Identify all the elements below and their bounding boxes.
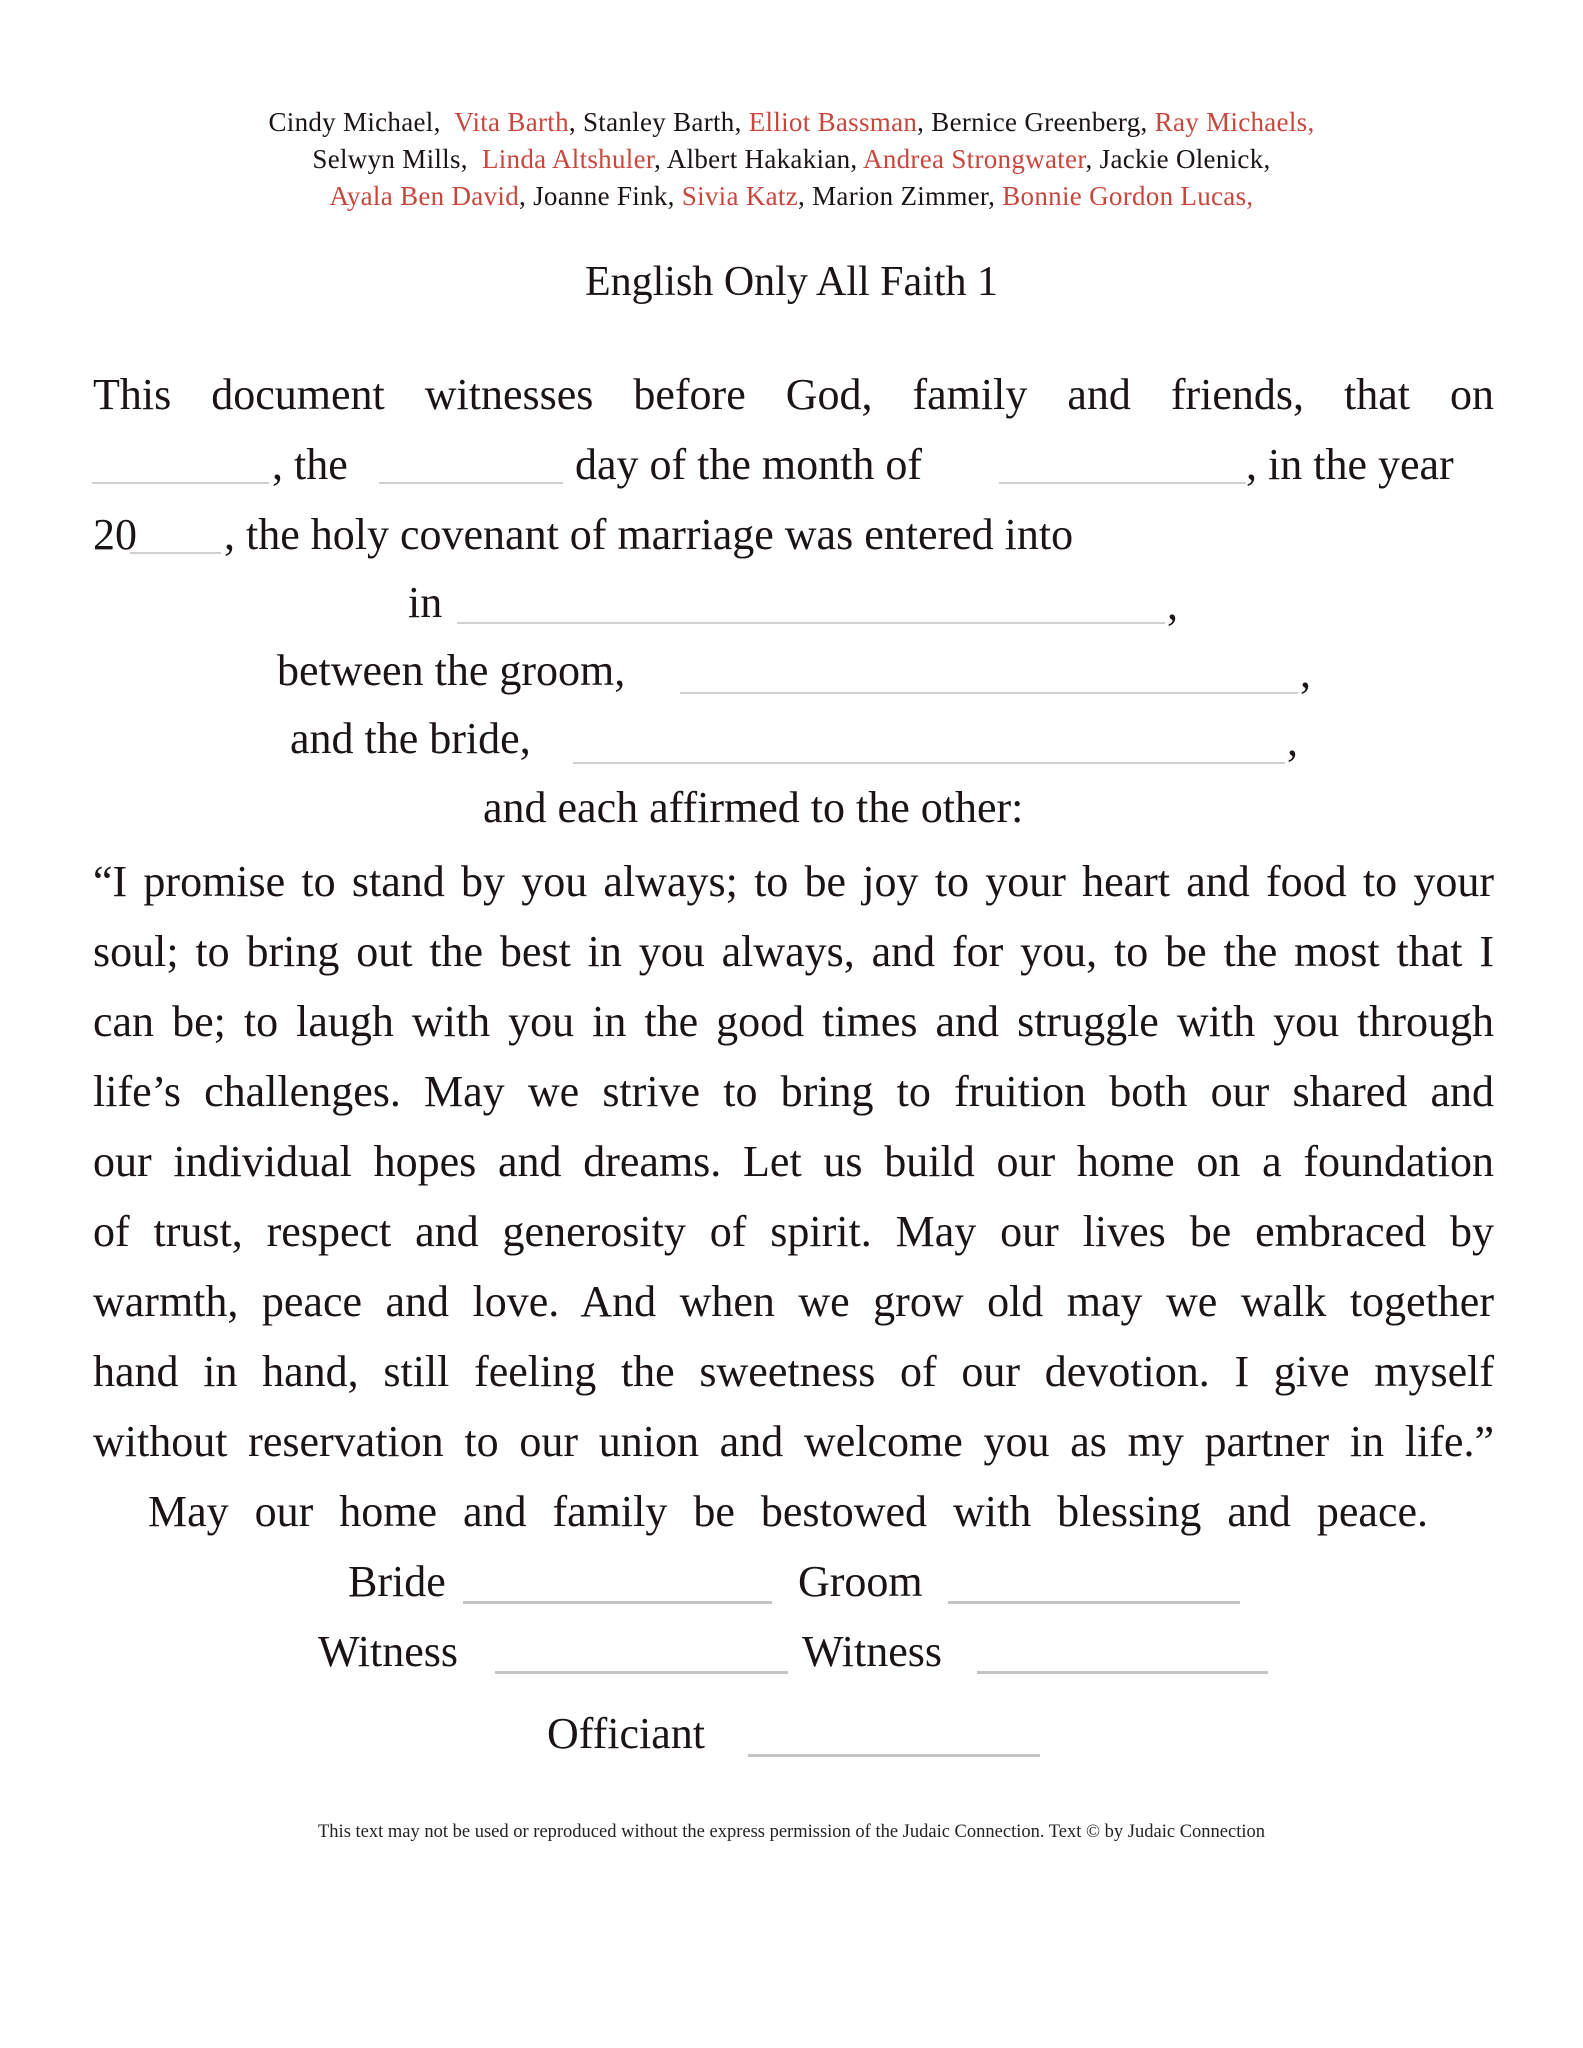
contributors-line-2: Selwyn Mills, Linda Altshuler, Albert Hakakian, Andrea Strongwater, Jackie Olenick, bbox=[312, 144, 1271, 174]
vow-line: soul; to bring out the best in you always, and for you, to be the most that I bbox=[93, 927, 1494, 976]
contributor-name: Sivia Katz bbox=[681, 181, 798, 211]
officiant-signature-line[interactable] bbox=[748, 1754, 1040, 1757]
witness2-signature-label: Witness bbox=[802, 1627, 942, 1676]
groom-signature-line[interactable] bbox=[948, 1601, 1240, 1604]
groom-signature-label: Groom bbox=[798, 1557, 923, 1606]
contributor-name: Bonnie Gordon Lucas bbox=[1002, 181, 1247, 211]
bride-name-blank[interactable] bbox=[573, 762, 1285, 764]
intro-covenant-text: , the holy covenant of marriage was entered into bbox=[224, 510, 1074, 559]
intro-line-1: This document witnesses before God, family and friends, that on bbox=[93, 370, 1494, 419]
bride-comma: , bbox=[1287, 716, 1298, 765]
contributor-name: Bernice Greenberg bbox=[931, 107, 1141, 137]
year-prefix: 20 bbox=[93, 510, 137, 559]
vow-line: life’s challenges. May we strive to bring to fruition both our shared and bbox=[93, 1067, 1494, 1116]
document-title: English Only All Faith 1 bbox=[584, 259, 999, 305]
contributor-name: Jackie Olenick bbox=[1099, 144, 1264, 174]
contributors-line-1: Cindy Michael, Vita Barth, Stanley Barth, Elliot Bassman, Bernice Greenberg, Ray Michaels, bbox=[268, 107, 1315, 137]
contributor-name: Joanne Fink bbox=[533, 181, 668, 211]
vow-line: can be; to laugh with you in the good times and struggle with you through bbox=[93, 997, 1494, 1046]
contributor-name: Albert Hakakian bbox=[666, 144, 851, 174]
contributor-name: Linda Altshuler bbox=[481, 144, 655, 174]
intro-month-label: day of the month of bbox=[575, 440, 923, 489]
contributor-name: Stanley Barth bbox=[582, 107, 735, 137]
day-blank[interactable] bbox=[379, 482, 563, 484]
contributors-credits bbox=[0, 104, 1583, 215]
weekday-blank[interactable] bbox=[92, 482, 269, 484]
place-blank[interactable] bbox=[457, 622, 1165, 624]
vow-line: without reservation to our union and welcome you as my partner in life.” bbox=[93, 1417, 1494, 1466]
vow-line: of trust, respect and generosity of spirit. May our lives be embraced by bbox=[93, 1207, 1494, 1256]
place-comma: , bbox=[1167, 580, 1178, 629]
contributor-name: Elliot Bassman bbox=[748, 107, 918, 137]
officiant-signature-label: Officiant bbox=[547, 1709, 706, 1758]
copyright-notice: This text may not be used or reproduced without the express permission of the Judaic Connection. Text © by Judaic Connection bbox=[318, 1822, 1265, 1842]
contributor-name: Ayala Ben David bbox=[329, 181, 519, 211]
bride-signature-label: Bride bbox=[348, 1557, 446, 1606]
contributor-name: Vita Barth bbox=[454, 107, 569, 137]
groom-name-blank[interactable] bbox=[680, 692, 1298, 694]
witness2-signature-line[interactable] bbox=[977, 1671, 1268, 1674]
intro-year-label: , in the year bbox=[1246, 440, 1454, 489]
year-blank[interactable] bbox=[130, 552, 221, 554]
witness1-signature-line[interactable] bbox=[495, 1671, 788, 1674]
contributor-name: Ray Michaels bbox=[1154, 107, 1308, 137]
contributor-name: Selwyn Mills bbox=[312, 144, 461, 174]
vow-line: “I promise to stand by you always; to be joy to your heart and food to your bbox=[93, 857, 1494, 906]
month-blank[interactable] bbox=[999, 482, 1246, 484]
groom-comma: , bbox=[1300, 648, 1311, 697]
bride-signature-line[interactable] bbox=[463, 1601, 772, 1604]
contributor-name: Marion Zimmer bbox=[812, 181, 989, 211]
contributor-name: Andrea Strongwater bbox=[863, 144, 1086, 174]
witness1-signature-label: Witness bbox=[318, 1627, 458, 1676]
bride-label: and the bride, bbox=[290, 714, 531, 763]
place-label: in bbox=[408, 578, 443, 627]
vow-line: our individual hopes and dreams. Let us build our home on a foundation bbox=[93, 1137, 1494, 1186]
vow-line: warmth, peace and love. And when we grow old may we walk together bbox=[93, 1277, 1494, 1326]
contributor-name: Cindy Michael bbox=[268, 107, 434, 137]
blessing-line: May our home and family be bestowed with blessing and peace. bbox=[148, 1487, 1428, 1536]
contributors-line-3: Ayala Ben David, Joanne Fink, Sivia Katz, Marion Zimmer, Bonnie Gordon Lucas, bbox=[329, 181, 1254, 211]
groom-label: between the groom, bbox=[277, 646, 626, 695]
vow-line: hand in hand, still feeling the sweetness of our devotion. I give myself bbox=[93, 1347, 1494, 1396]
affirm-line: and each affirmed to the other: bbox=[483, 783, 1024, 832]
intro-the-label: , the bbox=[272, 440, 348, 489]
